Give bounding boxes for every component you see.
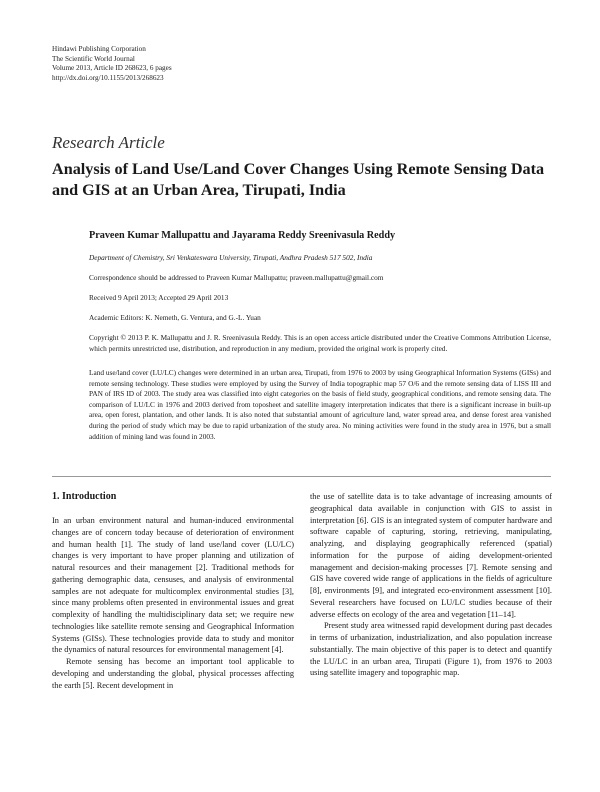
- correspondence: Correspondence should be addressed to Praveen Kumar Mallupattu; praveen.mallupattu@gmail.com: [89, 273, 384, 282]
- left-column: [52, 491, 294, 691]
- journal-header: [52, 45, 172, 83]
- journal-name: The Scientific World Journal: [52, 54, 135, 63]
- paragraph: the use of satellite data is to take advantage of increasing amounts of geographical data available in conjunction with GIS to assist in interpretation [6]. GIS is an integrated system of computer hardware and software capable of capturing, storing, retrieving, manipulating, analyzing, and displaying geographically referenced (spatial) information for the purpose of aiding development-oriented management and decision-making processes [7]. Remote sensing and GIS have covered wide range of applications in the fields of agriculture [8], environments [9], and integrated eco-environment assessment [10]. Several researchers have focused on LU/LC studies because of their adverse effects on ecology of the area and vegetation [11–14].: [310, 492, 552, 619]
- paragraph: Present study area witnessed rapid development during past decades in terms of urbanization, industrialization, and also population increase substantially. The main objective of this paper is to detect and quantify the LU/LC in an urban area, Tirupati (Figure 1), from 1976 to 2003 using satellite imagery and topographic map.: [310, 621, 552, 678]
- paragraph: In an urban environment natural and human-induced environmental changes are of concern today because of deterioration of environment and human health [1]. The study of land use/land cover (LU/LC) changes is very important to have proper planning and utilization of natural resources and their management [2]. Traditional methods for gathering demographic data, censuses, and analysis of environmental samples are not adequate for multicomplex environmental studies [3], since many problems often presented in environmental issues and great complexity of handling the multidisciplinary data set; we require new technologies like satellite remote sensing and Geographical Information Systems (GISs). These technologies provide data to study and monitor the dynamics of natural resources for environmental management [4].: [52, 516, 294, 655]
- author-list: Praveen Kumar Mallupattu and Jayarama Reddy Sreenivasula Reddy: [89, 230, 396, 241]
- article-title: Analysis of Land Use/Land Cover Changes Using Remote Sensing Data and GIS at an Urban Area, Tirupati, India: [52, 160, 545, 199]
- affiliation: Department of Chemistry, Sri Venkateswara University, Tirupati, Andhra Pradesh 517 502, India: [89, 253, 373, 262]
- abstract: Land use/land cover (LU/LC) changes were determined in an urban area, Tirupati, from 1976 to 2003 by using Geographical Information Systems (GISs) and remote sensing technology. These studies were employed by using the Survey of India topographic map 57 O/6 and the remote sensing data of LISS III and PAN of IRS ID of 2003. The study area was classified into eight categories on the basis of field study, geographical conditions, and remote sensing data. The comparison of LU/LC in 1976 and 2003 derived from toposheet and satellite imagery interpretation indicates that there is a significant increase in built-up area, open forest, plantation, and other lands. It is also noted that substantial amount of agriculture land, water spread area, and dense forest area vanished during the period of study which may be due to rapid urbanization of the study area. No mining activities were found in the study area in 1976, but a small addition of mining land was found in 2003.: [89, 368, 551, 441]
- received-dates: Received 9 April 2013; Accepted 29 April 2013: [89, 293, 229, 302]
- section-heading: 1. Introduction: [52, 491, 117, 502]
- section-divider: [52, 476, 551, 477]
- academic-editors: Academic Editors: K. Nemeth, G. Ventura, and G.-L. Yuan: [89, 313, 261, 322]
- article-type: Research Article: [52, 133, 165, 152]
- publisher-name: Hindawi Publishing Corporation: [52, 45, 146, 53]
- doi-link[interactable]: http://dx.doi.org/10.1155/2013/268623: [52, 73, 164, 82]
- copyright-notice: Copyright © 2013 P. K. Mallupattu and J. R. Sreenivasula Reddy. This is an open access article distributed under the Creative Commons Attribution License, which permits unrestricted use, distribution, and reproduction in any medium, provided the original work is properly cited.: [89, 333, 551, 353]
- right-column: [310, 491, 552, 679]
- volume-info: Volume 2013, Article ID 268623, 6 pages: [52, 64, 172, 73]
- paragraph: Remote sensing has become an important tool applicable to developing and understanding the global, physical processes affecting the earth [5]. Recent development in: [52, 657, 294, 690]
